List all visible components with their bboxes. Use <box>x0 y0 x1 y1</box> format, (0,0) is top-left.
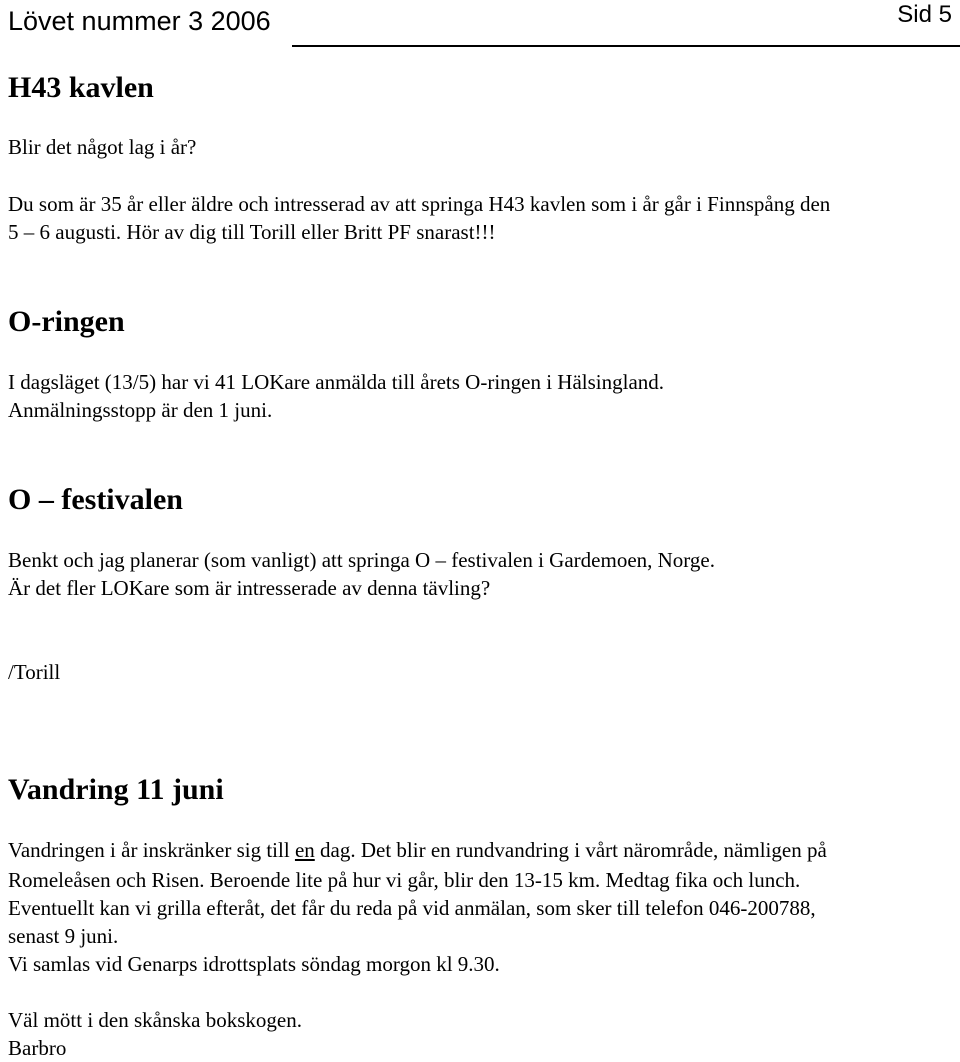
section-heading: O – festivalen <box>8 483 183 516</box>
paragraph-line <box>8 836 827 864</box>
page-number: Sid 5 <box>897 1 952 28</box>
paragraph-line: Blir det något lag i år? <box>8 135 197 159</box>
paragraph-line: Benkt och jag planerar (som vanligt) att springa O – festivalen i Gardemoen, Norge. <box>8 548 715 572</box>
section-heading: Vandring 11 juni <box>8 773 224 806</box>
section-heading: H43 kavlen <box>8 71 154 104</box>
signature: /Torill <box>8 660 61 684</box>
closing-line: Väl mött i den skånska bokskogen. <box>8 1008 302 1032</box>
text-run: dag. Det blir en rundvandring i vårt närområde, nämligen på <box>314 838 827 862</box>
paragraph-line: senast 9 juni. <box>8 924 119 948</box>
paragraph-line: Anmälningsstopp är den 1 juni. <box>8 398 273 422</box>
paragraph-line: Romeleåsen och Risen. Beroende lite på hur vi går, blir den 13-15 km. Medtag fika och lunch. <box>8 868 801 892</box>
underlined-text: en <box>294 838 315 862</box>
header-rule <box>292 45 960 47</box>
paragraph-line: Eventuellt kan vi grilla efteråt, det får du reda på vid anmälan, som sker till telefon 046-200788, <box>8 896 816 920</box>
newsletter-title: Lövet nummer 3 2006 <box>8 6 271 36</box>
paragraph-line: Är det fler LOKare som är intresserade av denna tävling? <box>8 576 491 600</box>
paragraph-line: 5 – 6 augusti. Hör av dig till Torill eller Britt PF snarast!!! <box>8 220 496 244</box>
paragraph-line: I dagsläget (13/5) har vi 41 LOKare anmälda till årets O-ringen i Hälsingland. <box>8 370 665 394</box>
paragraph-line: Du som är 35 år eller äldre och intresserad av att springa H43 kavlen som i år går i Finnspång den <box>8 192 831 216</box>
text-run: Vandringen i år inskränker sig till <box>8 838 295 862</box>
signature: Barbro <box>8 1036 67 1060</box>
paragraph-line: Vi samlas vid Genarps idrottsplats söndag morgon kl 9.30. <box>8 952 500 976</box>
section-heading: O-ringen <box>8 305 125 338</box>
